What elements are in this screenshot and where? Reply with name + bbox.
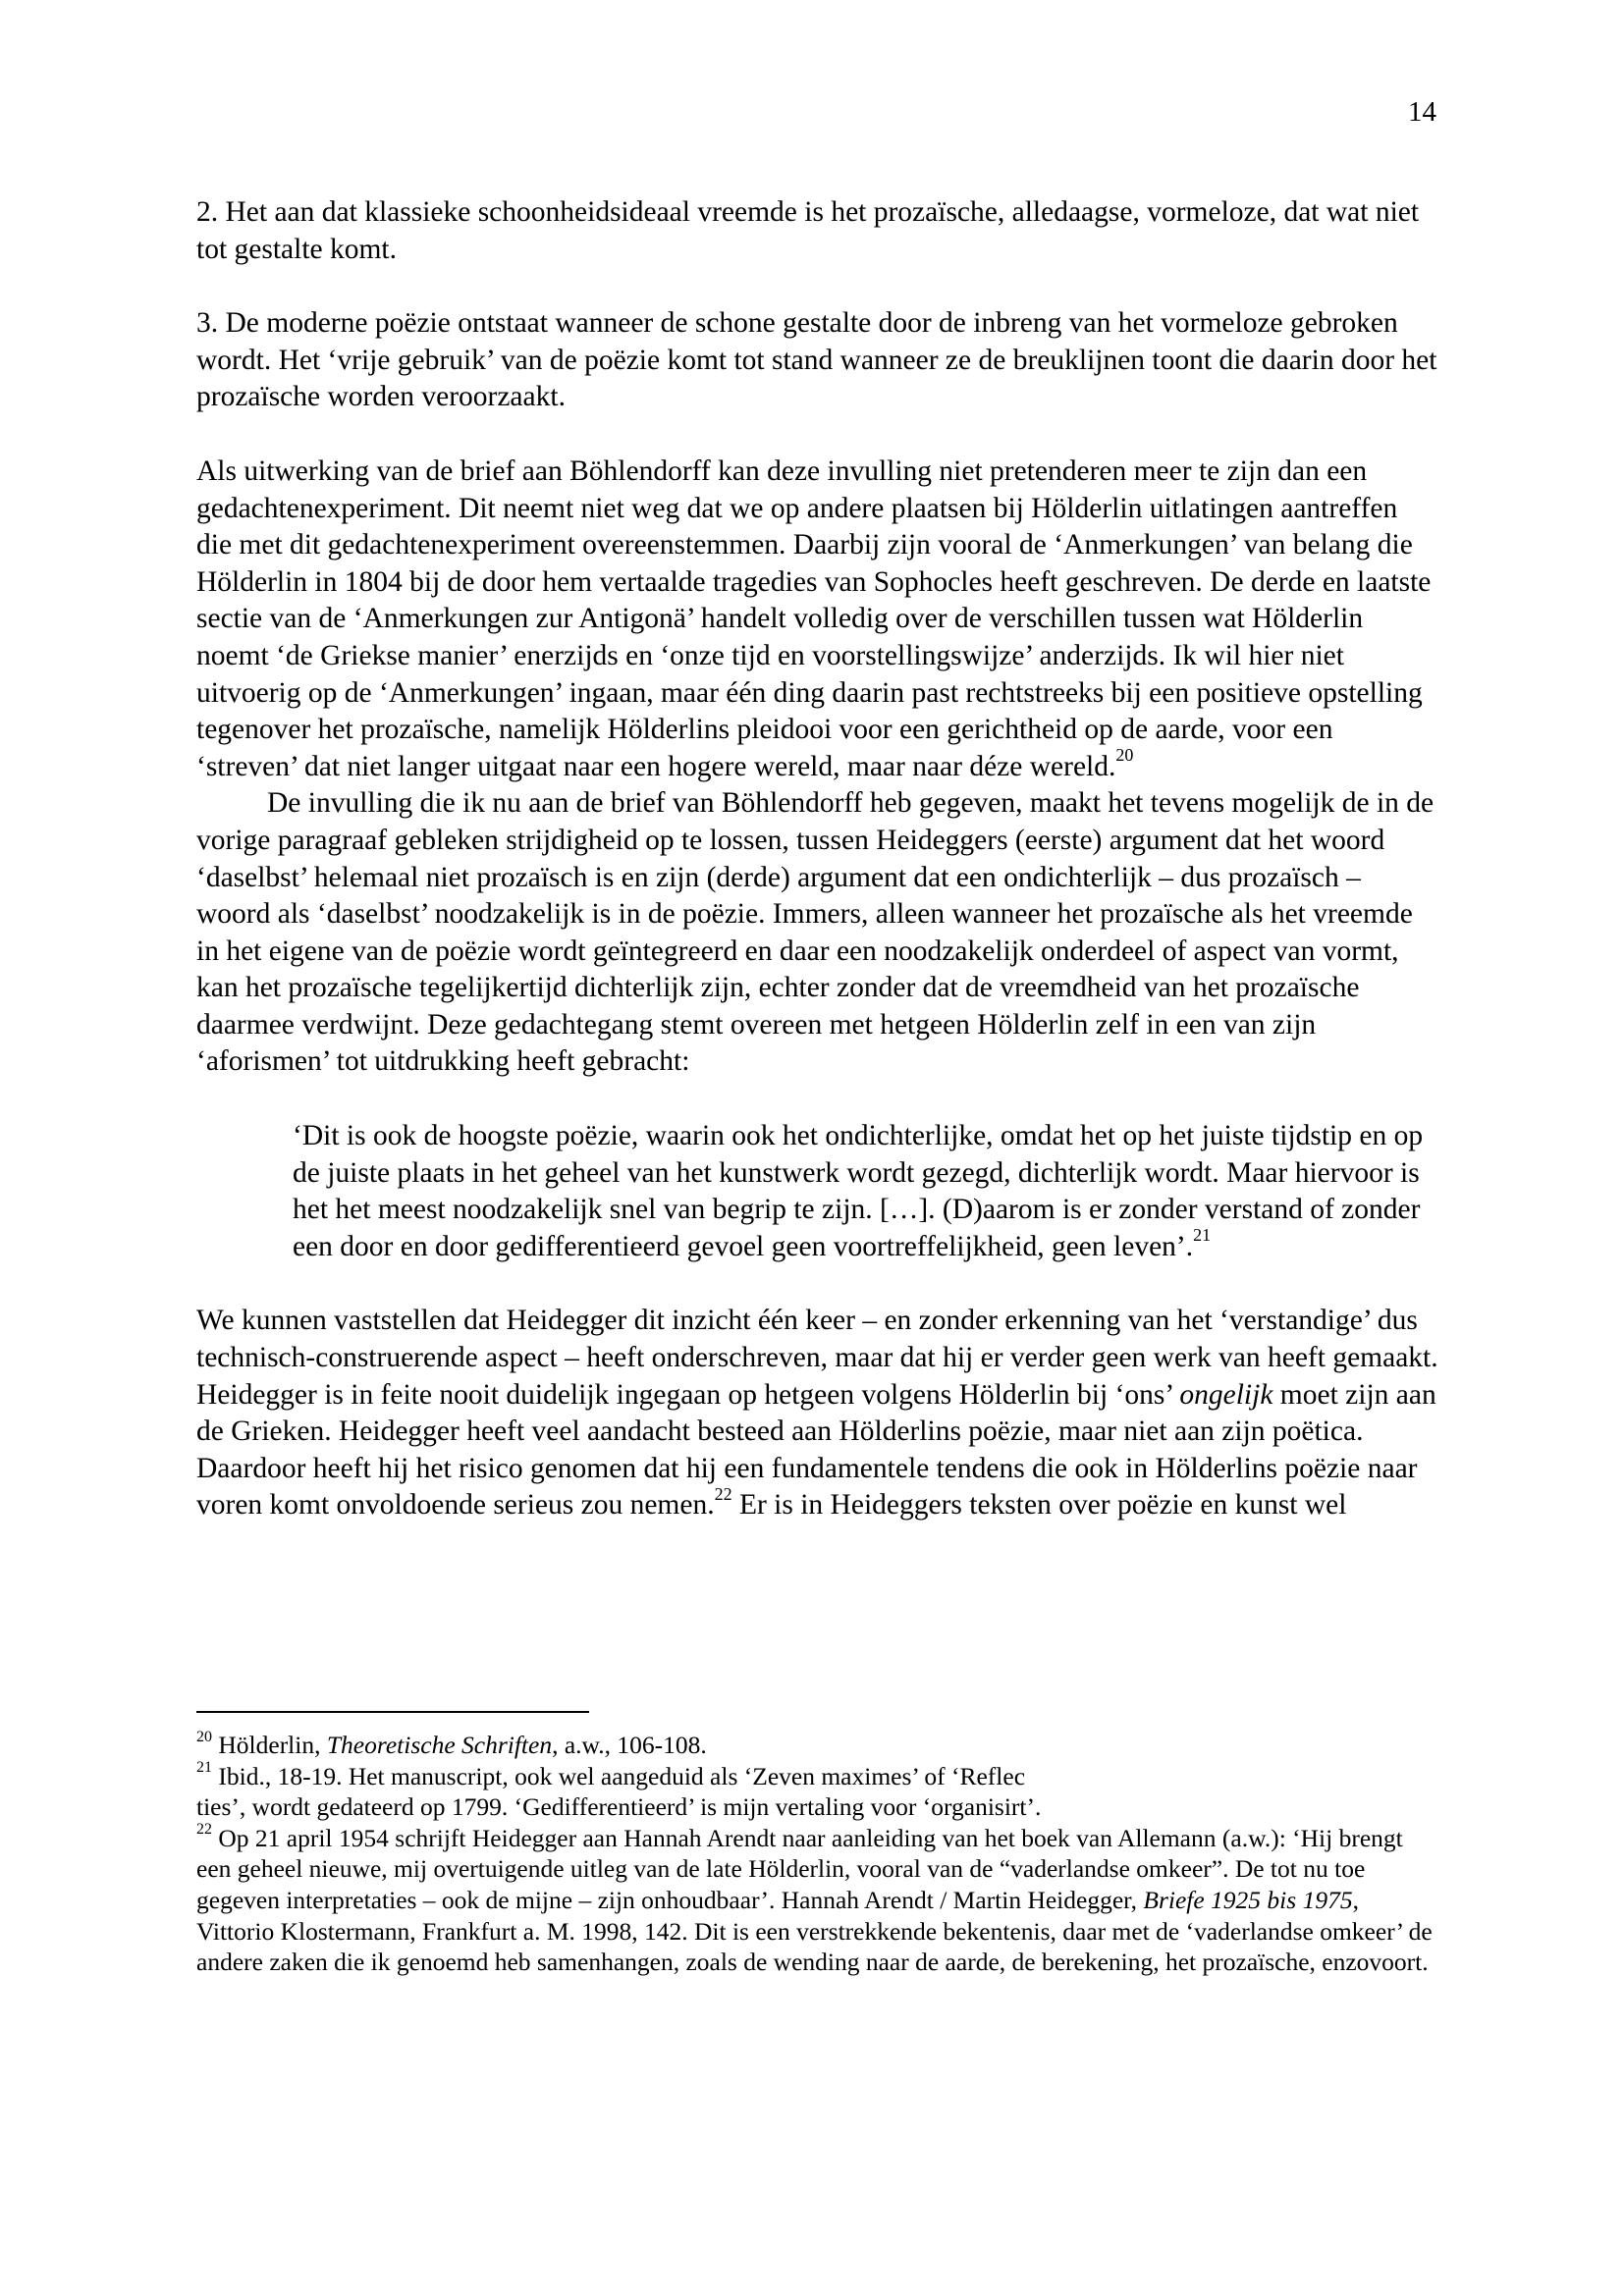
paragraph-bohlendorff bbox=[196, 454, 1438, 785]
footnote-title: Briefe 1925 bis 1975 bbox=[1143, 1885, 1353, 1914]
footnote-number: 21 bbox=[196, 1759, 212, 1777]
footnote-text: , a.w., 106-108. bbox=[552, 1731, 707, 1759]
block-quote bbox=[293, 1118, 1438, 1265]
paragraph-invulling: De invulling die ik nu aan de brief van Böhlendorff heb gegeven, maakt het tevens mogelijk de in de vorige paragraaf gebleken strijdigheid op te lossen, tussen Heideggers (eerste) argument dat het woord ‘daselbst’ helemaal niet prozaïsch is en zijn (derde) argument dat een ondichterlijk – dus prozaïsch – woord als ‘daselbst’ noodzakelijk is in de poëzie. Immers, alleen wanneer het prozaïsche als het vreemde in het eigene van de poëzie wordt geïntegreerd en daar een noodzakelijk onderdeel of aspect van vormt, kan het prozaïsche tegelijkertijd dichterlijk zijn, echter zonder dat de vreemdheid van het prozaïsche daarmee verdwijnt. Deze gedachtegang stemt overeen met hetgeen Hölderlin zelf in een van zijn ‘aforismen’ tot uitdrukking heeft gebracht: bbox=[196, 787, 1435, 1078]
paragraph-vaststellen-text-1: We kunnen vaststellen dat Heidegger dit inzicht één keer – en zonder erkenning van het ‘verstandige’ dus technisch-construerende aspect – heeft onderschreven, maar dat hij er verder geen werk van heeft gemaakt. Heidegger is in feite nooit duidelijk ingegaan op hetgeen volgens Hölderlin bij ‘ons’ bbox=[196, 1305, 1438, 1411]
footnote-text: Hölderlin, bbox=[218, 1731, 321, 1759]
paragraph-point-3: 3. De moderne poëzie ontstaat wanneer de schone gestalte door de inbreng van het vormeloze gebroken wordt. Het ‘vrije gebruik’ van de poëzie komt tot stand wanneer ze de breuklijnen toont die daarin door het prozaïsche worden veroorzaakt. bbox=[196, 307, 1437, 413]
paragraph-point-2: 2. Het aan dat klassieke schoonheidsideaal vreemde is het prozaïsche, alledaagse, vormeloze, dat wat niet tot gestalte komt. bbox=[196, 196, 1420, 265]
footnotes bbox=[196, 1730, 1438, 1978]
footnote-number: 22 bbox=[196, 1821, 212, 1839]
footnote-20 bbox=[196, 1730, 1438, 1761]
footnote-separator bbox=[196, 1711, 589, 1713]
paragraph-vaststellen bbox=[196, 1303, 1438, 1524]
page-number: 14 bbox=[1408, 96, 1436, 128]
paragraph-vaststellen-text-3: Er is in Heideggers teksten over poëzie en kunst wel bbox=[738, 1489, 1347, 1522]
footnote-ref-22[interactable]: 22 bbox=[714, 1483, 732, 1504]
emphasis-ongelijk: ongelijk bbox=[1179, 1378, 1273, 1411]
block-quote-text: ‘Dit is ook de hoogste poëzie, waarin ook het ondichterlijke, omdat het op het juiste tijdstip en op de juiste plaats in het geheel van het kunstwerk wordt gezegd, dichterlijk wordt. Maar hiervoor is het het meest noodzakelijk snel van begrip te zijn. […]. (D)aarom is er zonder verstand of zonder een door en door gedifferentieerd gevoel geen voortreffelijkheid, geen leven’. bbox=[293, 1120, 1424, 1262]
footnote-text: Op 21 april 1954 schrijft Heidegger aan Hannah Arendt naar aanleiding van het boek van Allemann (a.w.): ‘Hij brengt een geheel nieuwe, mij overtuigende uitleg van de late Hölderlin, vooral van de “vaderlandse omkeer”. De tot nu toe gegeven interpretaties – ook de mijne – zijn onhoudbaar’. Hannah Arendt / Martin Heidegger, bbox=[196, 1823, 1403, 1914]
footnote-ref-20[interactable]: 20 bbox=[1115, 744, 1134, 765]
paragraph-vaststellen-text-2: moet zijn aan de Grieken. Heidegger heeft veel aandacht besteed aan Hölderlins poëzie, maar niet aan zijn poëtica. Daardoor heeft hij het risico genomen dat hij een fundamentele tendens die ook in Hölderlins poëzie naar voren komt onvoldoende serieus zou nemen. bbox=[196, 1378, 1436, 1522]
footnote-text-line-1: Ibid., 18-19. Het manuscript, ook wel aangeduid als ‘Zeven maximes’ of ‘Reflec bbox=[218, 1761, 1026, 1790]
footnote-text: , Vittorio Klostermann, Frankfurt a. M. 1998, 142. Dit is een verstrekkende bekentenis, daar met de ‘vaderlandse omkeer’ de andere zaken die ik genoemd heb samenhangen, zoals de wending naar de aarde, de berekening, het prozaïsche, enzovoort. bbox=[196, 1885, 1433, 1977]
footnote-21 bbox=[196, 1761, 1438, 1823]
footnote-text-line-2: ties’, wordt gedateerd op 1799. ‘Gedifferentieerd’ is mijn vertaling voor ‘organisirt’. bbox=[196, 1792, 1042, 1822]
footnote-22 bbox=[196, 1823, 1438, 1978]
footnote-title: Theoretische Schriften bbox=[326, 1731, 553, 1759]
body-text bbox=[196, 194, 1438, 1524]
footnote-ref-21[interactable]: 21 bbox=[1193, 1225, 1212, 1246]
footnote-number: 20 bbox=[196, 1728, 212, 1745]
paragraph-bohlendorff-text: Als uitwerking van de brief aan Böhlendorff kan deze invulling niet pretenderen meer te zijn dan een gedachtenexperiment. Dit neemt niet weg dat we op andere plaatsen bij Hölderlin uitlatingen aantreffen die met dit gedachtenexperiment overeenstemmen. Daarbij zijn vooral de ‘Anmerkungen’ van belang die Hölderlin in 1804 bij de door hem vertaalde tragedies van Sophocles heeft geschreven. De derde en laatste sectie van de ‘Anmerkungen zur Antigonä’ handelt volledig over de verschillen tussen wat Hölderlin noemt ‘de Griekse manier’ enerzijds en ‘onze tijd en voorstellingswijze’ anderzijds. Ik wil hier niet uitvoerig op de ‘Anmerkungen’ ingaan, maar één ding daarin past rechtstreeks bij een positieve opstelling tegenover het prozaïsche, namelijk Hölderlins pleidooi voor een gerichtheid op de aarde, voor een ‘streven’ dat niet langer uitgaat naar een hogere wereld, maar naar déze wereld. bbox=[196, 454, 1432, 782]
